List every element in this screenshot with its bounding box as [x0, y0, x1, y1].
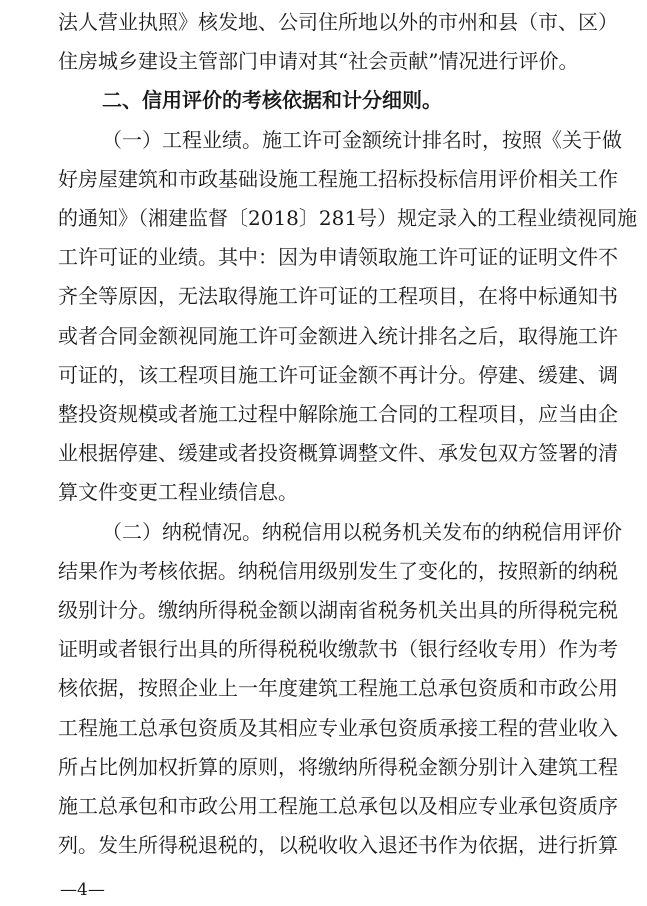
page-number: —4— [60, 880, 105, 900]
paragraph-first-line: （二）纳税情况。纳税信用以税务机关发布的纳税信用评价 [102, 519, 622, 544]
text-line: 工程施工总承包资质及其相应专业承包资质承接工程的营业收入 [58, 715, 618, 740]
text-line: 工许可证的业绩。其中：因为申请领取施工许可证的证明文件不 [58, 245, 618, 270]
text-line: 算文件变更工程业绩信息。 [58, 480, 298, 505]
text-line: 证明或者银行出具的所得税税收缴款书（银行经收专用）作为考 [58, 637, 618, 662]
text-line: 级别计分。缴纳所得税金额以湖南省税务机关出具的所得税完税 [58, 598, 618, 622]
text-line: 可证的，该工程项目施工许可证金额不再计分。停建、缓建、调 [58, 362, 618, 387]
text-line: 好房屋建筑和市政基础设施工程施工招标投标信用评价相关工作 [58, 166, 618, 191]
text-line: 的通知》（湘建监督〔2018〕281号）规定录入的工程业绩视同施 [58, 206, 638, 230]
paragraph-first-line: （一）工程业绩。施工许可金额统计排名时，按照《关于做 [102, 127, 622, 152]
text-line: 住房城乡建设主管部门申请对其“社会贡献”情况进行评价。 [58, 49, 579, 74]
section-heading: 二、信用评价的考核依据和计分细则。 [102, 88, 442, 113]
text-line: 核依据，按照企业上一年度建筑工程施工总承包资质和市政公用 [58, 676, 618, 701]
text-line: 法人营业执照》核发地、公司住所地以外的市州和县（市、区） [58, 10, 618, 34]
text-line: 齐全等原因，无法取得施工许可证的工程项目，在将中标通知书 [58, 284, 618, 309]
text-line: 所占比例加权折算的原则，将缴纳所得税金额分别计入建筑工程 [58, 754, 618, 779]
text-line: 业根据停建、缓建或者投资概算调整文件、承发包双方签署的清 [58, 441, 618, 466]
text-line: 或者合同金额视同施工许可金额进入统计排名之后，取得施工许 [58, 323, 618, 348]
text-line: 列。发生所得税退税的，以税收收入退还书作为依据，进行折算 [58, 833, 618, 858]
text-line: 施工总承包和市政公用工程施工总承包以及相应专业承包资质序 [58, 794, 618, 818]
text-line: 结果作为考核依据。纳税信用级别发生了变化的，按照新的纳税 [58, 558, 618, 583]
text-line: 整投资规模或者施工过程中解除施工合同的工程项目，应当由企 [58, 402, 618, 426]
